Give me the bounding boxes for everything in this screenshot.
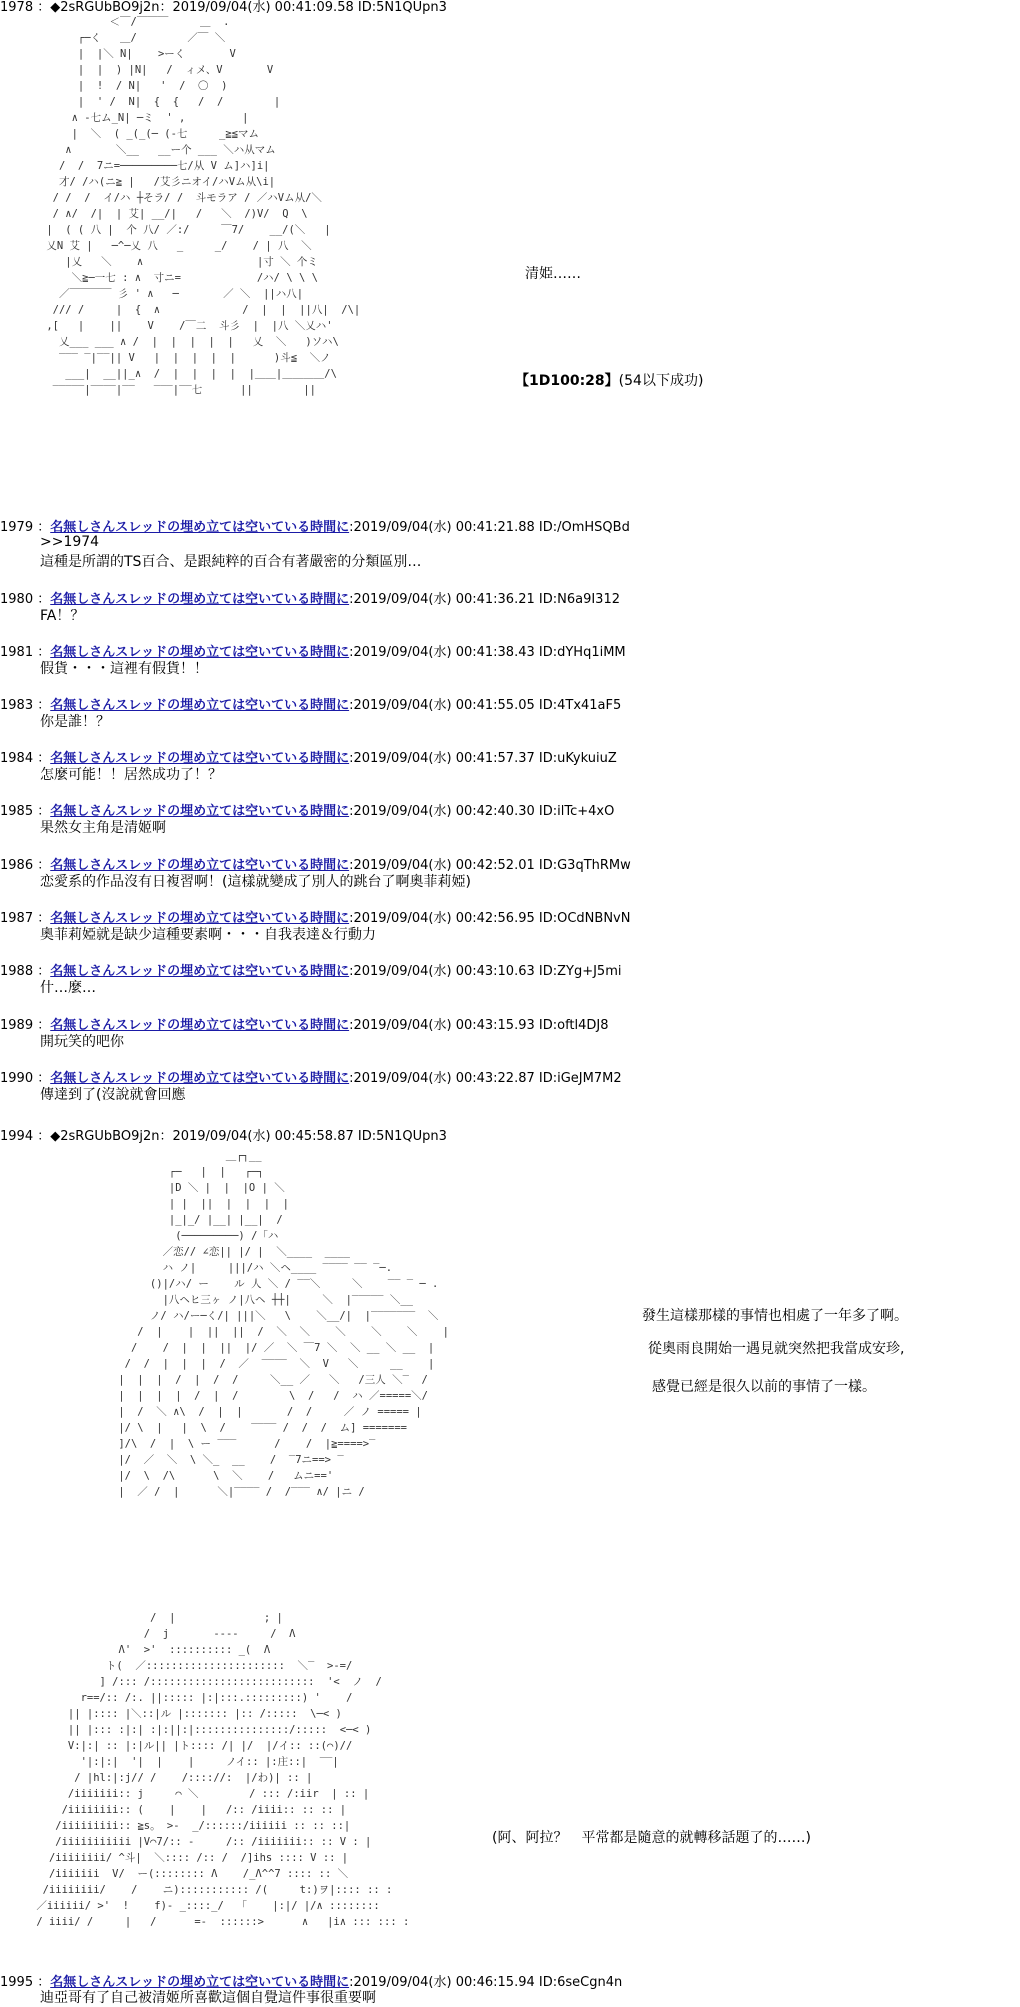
post-meta: :2019/09/04(水) 00:43:15.93 ID:oftl4DJ8 [349, 1018, 609, 1033]
post-sep: ： [33, 964, 51, 979]
post-sep: ： [33, 1129, 51, 1144]
poster-trip: ◆2sRGUbBO9j2n [50, 1129, 160, 1144]
post-number: 1984 [0, 751, 34, 766]
post-meta: :2019/09/04(水) 00:41:55.05 ID:4Tx41aF5 [349, 698, 622, 713]
post-meta: :2019/09/04(水) 00:42:52.01 ID:G3qThRMw [349, 858, 631, 873]
poster-name-link[interactable]: 名無しさんスレッドの埋め立ては空いている時間に [50, 751, 350, 766]
post-sep: ： [33, 1018, 51, 1033]
narration-line-2: 從奧雨良開始一遇見就突然把我當成安珍, [648, 1341, 905, 1357]
post-text: 果然女主角是清姬啊 [40, 820, 166, 836]
poster-name-link[interactable]: 名無しさんスレッドの埋め立ては空いている時間に [50, 1975, 350, 1990]
post-number: 1979 [0, 520, 34, 535]
poster-name-link[interactable]: 名無しさんスレッドの埋め立ては空いている時間に [50, 645, 350, 660]
narration-line-1: 發生這樣那樣的事情也相處了一年多了啊。 [642, 1308, 908, 1324]
ascii-art-kiyohime-2: / | ; | / j ---- / Λ Λ' >' :::::::::: _( Λ ト( ／:::::::::::::::::::::: ＼‾ >-=/ ] /::: /:::::::::::::::::::::::::: '< ノ / r==/:: /:. ||::::: |:|:::.:::::::::) ' / || |:::: |＼::|ル |::::::: |:: /::::: \─< ) || |::: :|:| :|:||:|:::::::::::::::/::::: <─< ) V:|:| :: |:|ル|| |ト:::: /| |/ |/イ:: ::(⌒)// '|:|:| '| | | ノイ:: |:庄::| ‾‾| / |hl:|:j// / /:::://: |/わ)| :: | /iiiiiii:: j ⌒ ＼ / ::: /:iir | :: | /iiiiiiii:: ( | | /:: /iiii:: :: :: | /iiiiiiiii:: ≧s。 >- _/::::::/iiiiii :: :: ::| /iiiiiiiiiii |V⌒7/:: - /:: /iiiiiii:: :: V : | /iiiiiiii/ ^斗| ＼:::: /:: / /]ihs :::: V :: | /iiiiiii V/ ー(:::::::: Λ /_Λ^^7 :::: :: ＼ /iiiiiiii/ / ニ)::::::::::: /( t:)ヲ|:::: :: : ／iiiiii/ >' ! f)- _::::_/ 「 |:|/ |/∧ :::::::: / iiii/ / | / =- ::::::> ∧ |i∧ ::: ::: : [36, 1612, 410, 1928]
post-sep: ： [33, 751, 51, 766]
post-text: 迪亞哥有了自己被清姬所喜歡這個自覺這件事很重要啊 [40, 1990, 376, 2006]
post-number: 1981 [0, 645, 34, 660]
post-meta: :2019/09/04(水) 00:41:36.21 ID:N6a9I312 [349, 592, 620, 607]
post-number: 1985 [0, 804, 34, 819]
post-text: 你是誰！？ [40, 714, 110, 730]
post-sep: ： [33, 911, 51, 926]
post-sep: ： [33, 592, 51, 607]
dice-result: 【1D100:28】 [515, 373, 619, 389]
ascii-art-kiyohime: ＜￣/￣￣￣ ＿ . ┌─く ＿/ ／￣ ＼ | |＼ N| >ーく V | | ) |N| / ィメ、V V | ! / N| ' / 〇 ) | ' / N| { { / / | ∧ -七ム_N| ─ミ ' , | | ＼ ( _(_(─ (-七 _≧≦マム ∧ ＼__ __ー个 ___ ＼ハ从マム / / 7ニ=─────────七/从 V ム]ハ]i| 才/ /ハ(ニ≧ | /艾彡ニオイ/ハVム从\i| / / / イ/ハ ┼そラ/ / 斗モラア / ／ハVム从/＼ / ∧/ /| | 艾| __/| / ＼ /)V/ Q \ | ( ( 八 | 个 八/ ／:/ ￣7/ __/(＼ | 乂N 艾 | ─^─乂 八 _ _/ / | 八 ＼ |乂 ＼ ∧ |寸 ＼ 个ミ ＼≧─一七 : ∧ 寸ニ= /ハ/ \ \ \ ／￣￣￣￣ 彡 ' ∧ ─ ／ ＼ ||ハ八| /// / | { ∧ / | | ||八| /\| ,[ | || V /￣二 斗彡 | |八 ＼乂ハ' 乂___ ___ ∧ / | | | | | 乂 ＼ )ソハ\ ‾‾‾ ‾|‾‾|| V | | | | | )斗≦ ＼ノ ___| __||_∧ / | | | | |＿＿|＿＿＿＿/\ ‾‾‾‾‾|‾‾‾‾|‾‾ ‾‾‾|‾‾七 || || [46, 16, 361, 396]
post-sep: ： [33, 698, 51, 713]
post-number: 1978 [0, 0, 34, 15]
post-text: 假貨・・・這裡有假貨！！ [40, 661, 208, 677]
narration-line-3: 感覺已經是很久以前的事情了一樣。 [652, 1379, 876, 1395]
post-meta: :2019/09/04(水) 00:42:56.95 ID:OCdNBNvN [349, 911, 631, 926]
poster-name-link[interactable]: 名無しさんスレッドの埋め立ては空いている時間に [50, 698, 350, 713]
narration-line-4: (阿、阿拉？ 平常都是隨意的就轉移話題了的……) [492, 1830, 811, 1846]
poster-name-link[interactable]: 名無しさんスレッドの埋め立ては空いている時間に [50, 858, 350, 873]
post-meta: :2019/09/04(水) 00:43:10.63 ID:ZYg+J5mi [349, 964, 622, 979]
post-number: 1980 [0, 592, 34, 607]
post-meta: :2019/09/04(水) 00:41:21.88 ID:/OmHSQBd [349, 520, 630, 535]
post-sep: ： [33, 520, 51, 535]
post-sep: ： [33, 645, 51, 660]
post-number: 1994 [0, 1129, 34, 1144]
post-meta: :2019/09/04(水) 00:41:57.37 ID:uKykuiuZ [349, 751, 617, 766]
post-number: 1990 [0, 1071, 34, 1086]
poster-name-link[interactable]: 名無しさんスレッドの埋め立ては空いている時間に [50, 520, 350, 535]
post-header [0, 516, 630, 535]
post-meta: ：2019/09/04(水) 00:45:58.87 ID:5N1QUpn3 [159, 1129, 447, 1144]
post-text: FA！？ [40, 608, 85, 624]
post-sep: ： [33, 0, 51, 15]
post-text: 傳達到了(沒說就會回應 [40, 1087, 186, 1103]
post-header [0, 1125, 447, 1144]
post-meta: :2019/09/04(水) 00:43:22.87 ID:iGeJM7M2 [349, 1071, 622, 1086]
post-meta: ：2019/09/04(水) 00:41:09.58 ID:5N1QUpn3 [159, 0, 447, 15]
poster-name-link[interactable]: 名無しさんスレッドの埋め立ては空いている時間に [50, 964, 350, 979]
poster-name-link[interactable]: 名無しさんスレッドの埋め立ては空いている時間に [50, 1018, 350, 1033]
post-number: 1989 [0, 1018, 34, 1033]
ascii-art-diego: ＿┌┐__ ┌─ | | ┌─┐ |D ＼ | | |O | ＼ | | || | | | | |_|_/ |__| |__| / (─────────) /「ハ ／恋// ∠恋|| |/ | ＼____ ____ ハ ノ| |||/ハ ＼ヘ____ ‾‾‾‾ ‾‾ ‾─. ()|/ハ/ ー ル 人 ＼ / ‾‾＼ ＼ ‾‾ ‾ ─ . |八ヘヒ三ヶ ノ|八ヘ ┼┼| ＼ |‾‾‾‾‾ ＼__ ノ/ ハ/ー─く/| |||＼ \ ＼__/| |‾‾‾‾‾‾‾ ＼ / | | || || / ＼ ＼ ＼ ＼ ＼ | / / | | || |/ ／ ＼ ￣7 ＼ ＼ __ ＼ __ | / / | | | / ／ ‾‾‾‾ ＼ V ＼ __ | | | | / | / / ＼__ ／ ＼ /三人 ＼‾ / | | | | / | / \ / / ハ ／=====＼/ | / ＼ ∧\ / | | / / ／ ノ ===== | |/ \ | | \ / ‾‾‾‾ / / / ム] ======= ]/\ / | \ ー ‾‾‾ / / |≧====>‾ |/ ／ ＼ \ ＼_ __ / ‾7ニ==> ‾ |/ \ /\ \ ＼ / ムニ==' | ／ / | ＼|‾‾‾‾ / /‾‾‾ ∧/ |ニ / [118, 1150, 449, 1498]
poster-name-link[interactable]: 名無しさんスレッドの埋め立ては空いている時間に [50, 592, 350, 607]
post-text: 奧菲莉婭就是缺少這種要素啊・・・自我表達＆行動力 [40, 927, 376, 943]
post-number: 1988 [0, 964, 34, 979]
poster-name-link[interactable]: 名無しさんスレッドの埋め立ては空いている時間に [50, 1071, 350, 1086]
dice-note: (54以下成功) [618, 373, 704, 389]
post-text: 開玩笑的吧你 [40, 1034, 124, 1050]
post-text: 什…麼… [40, 980, 96, 996]
post-meta: :2019/09/04(水) 00:46:15.94 ID:6seCgn4n [349, 1975, 623, 1990]
post-text: 這種是所謂的TS百合、是跟純粹的百合有著嚴密的分類區別… [40, 554, 422, 570]
post-header [0, 0, 447, 15]
post-meta: :2019/09/04(水) 00:41:38.43 ID:dYHq1iMM [349, 645, 626, 660]
post-sep: ： [33, 1071, 51, 1086]
post-number: 1995 [0, 1975, 34, 1990]
poster-name-link[interactable]: 名無しさんスレッドの埋め立ては空いている時間に [50, 911, 350, 926]
poster-trip: ◆2sRGUbBO9j2n [50, 0, 160, 15]
post-text: 恋愛系的作品沒有日複習啊！(這樣就變成了別人的跳台了啊奧菲莉婭) [40, 874, 471, 890]
narration-kiyohime: 清姫…… [525, 266, 581, 282]
post-sep: ： [33, 804, 51, 819]
post-number: 1987 [0, 911, 34, 926]
post-sep: ： [33, 858, 51, 873]
poster-name-link[interactable]: 名無しさんスレッドの埋め立ては空いている時間に [50, 804, 350, 819]
post-number: 1983 [0, 698, 34, 713]
reply-anchor[interactable]: >>1974 [40, 534, 100, 550]
dice-roll [515, 370, 703, 390]
post-header [0, 588, 620, 607]
post-meta: :2019/09/04(水) 00:42:40.30 ID:ilTc+4xO [349, 804, 615, 819]
post-sep: ： [33, 1975, 51, 1990]
post-number: 1986 [0, 858, 34, 873]
post-text: 怎麼可能！！居然成功了！？ [40, 767, 222, 783]
